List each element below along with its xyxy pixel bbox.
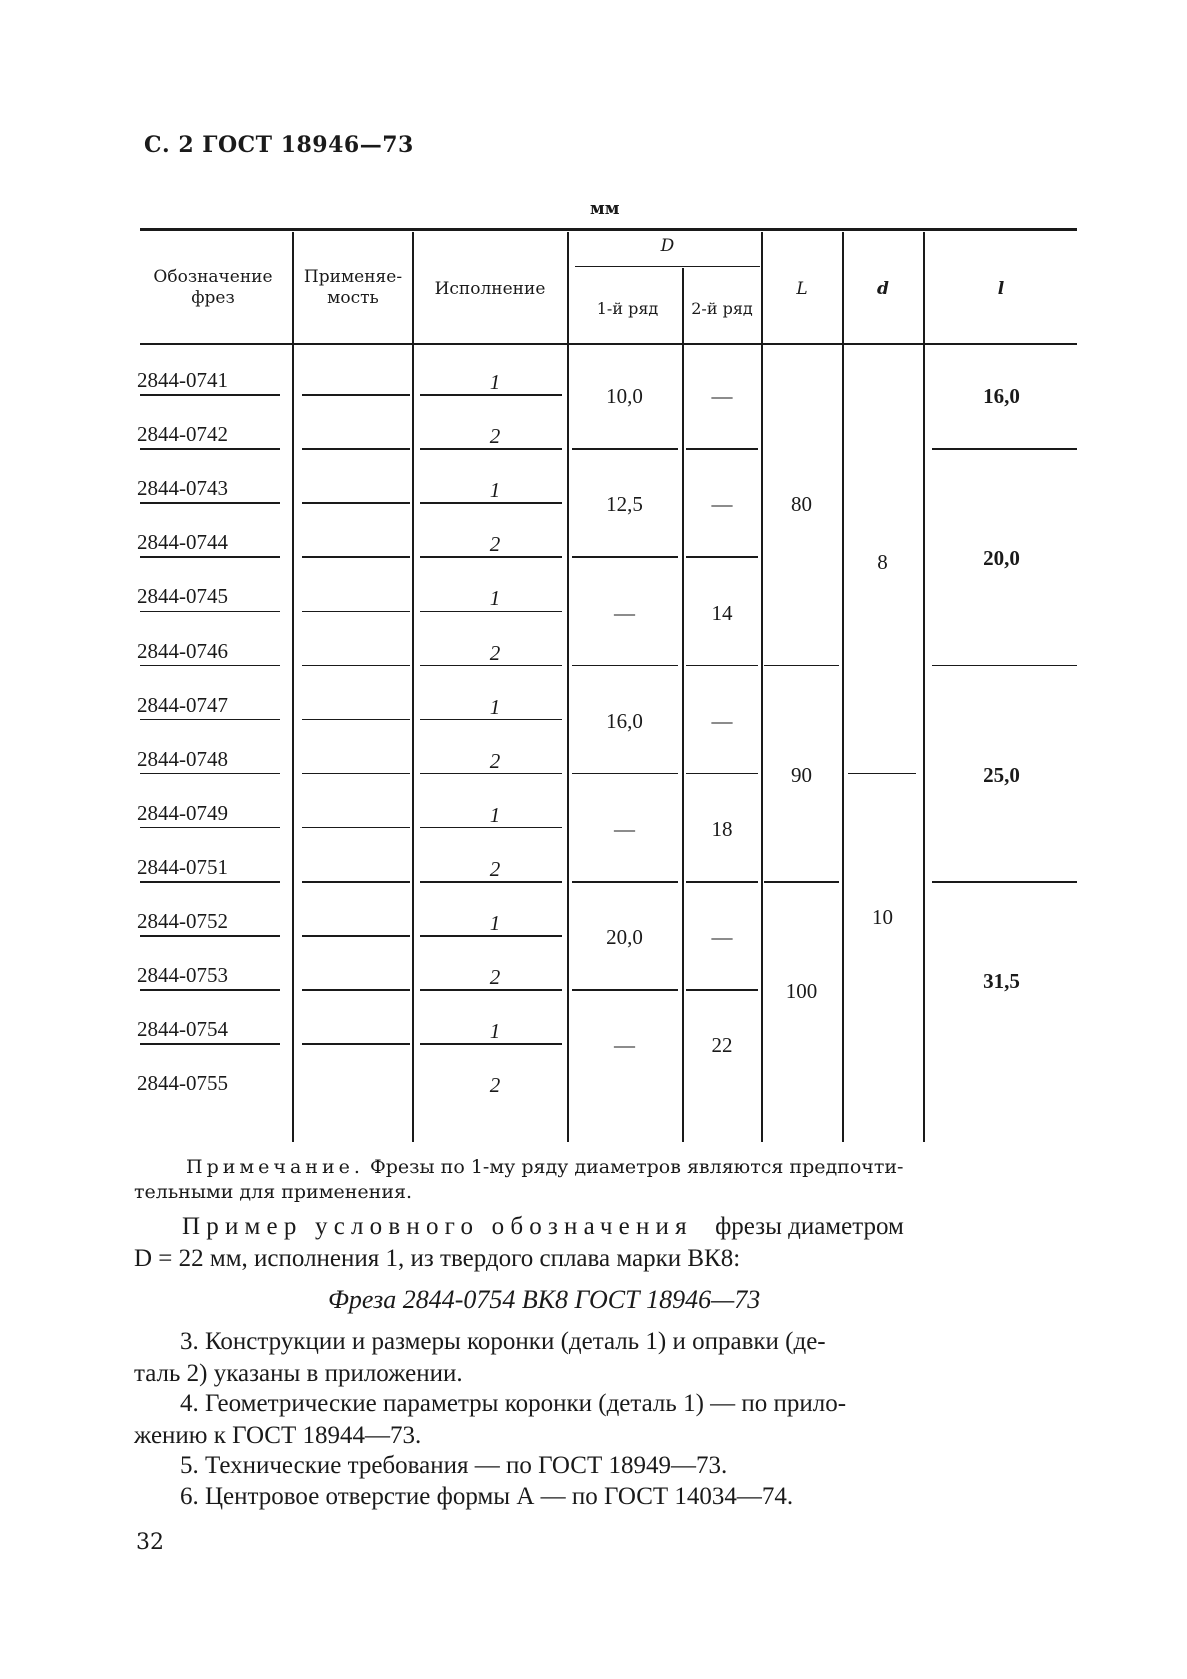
D-group-rule (572, 881, 678, 883)
row-rule-designation (140, 1043, 280, 1045)
D-group-rule (686, 448, 758, 450)
row-rule-designation (140, 556, 280, 558)
row-designation: 2844-0751 (137, 854, 228, 879)
row-rule-applicability (302, 502, 410, 504)
row-designation: 2844-0744 (137, 530, 228, 555)
note-line1: Фрезы по 1-му ряду диаметров являются предпочти- (369, 1156, 904, 1178)
example-lead: Пример условного обозначения (182, 1213, 693, 1240)
row-execution: 2 (489, 424, 501, 449)
table-col-divider (412, 232, 414, 1142)
D1-value: 12,5 (606, 492, 643, 517)
D2-value: — (711, 384, 733, 409)
row-rule-applicability (302, 827, 410, 829)
row-designation: 2844-0747 (137, 692, 228, 717)
item-6: 6. Центровое отверстие формы А — по ГОСТ 14034—74. (180, 1483, 794, 1510)
d-group-rule (848, 773, 916, 775)
col-header-D-row2: 2-й ряд (691, 299, 753, 318)
col-header-designation: Обозначение фрез (153, 267, 273, 308)
row-rule-designation (140, 773, 280, 775)
row-execution: 1 (489, 370, 501, 394)
unit-label: мм (590, 199, 620, 219)
row-rule-applicability (302, 394, 410, 396)
L-group-rule (764, 665, 839, 667)
table-col-divider (567, 232, 569, 1142)
row-rule-designation (140, 881, 280, 883)
row-rule-applicability (302, 881, 410, 883)
page-number: 32 (136, 1530, 164, 1555)
L-value: 90 (791, 762, 812, 787)
D-group-rule (686, 556, 758, 558)
example-line1 (182, 1213, 904, 1241)
row-rule-applicability (302, 773, 410, 775)
note (186, 1156, 903, 1178)
row-rule-designation (140, 448, 280, 450)
col-header-L: L (796, 279, 808, 299)
col-header-D: D (660, 236, 675, 256)
row-rule-applicability (302, 556, 410, 558)
D-group-rule (572, 989, 678, 991)
row-execution: 1 (489, 802, 501, 827)
example-designation: Фреза 2844-0754 ВК8 ГОСТ 18946—73 (328, 1285, 761, 1314)
page-header: С. 2 ГОСТ 18946—73 (144, 132, 414, 158)
L-value: 80 (791, 492, 812, 517)
row-rule-designation (140, 989, 280, 991)
row-rule-applicability (302, 448, 410, 450)
L-value: 100 (785, 979, 818, 1004)
table-col-divider (923, 232, 925, 1142)
D2-value: — (711, 925, 733, 950)
row-designation: 2844-0741 (137, 368, 228, 392)
row-rule-designation (140, 611, 280, 613)
table-col-divider (761, 232, 763, 1142)
d-value: 10 (872, 905, 893, 930)
row-execution: 1 (489, 1019, 501, 1044)
row-execution: 2 (489, 856, 501, 881)
D-group-rule (686, 881, 758, 883)
row-execution: 1 (489, 694, 501, 719)
row-rule-applicability (302, 719, 410, 721)
D-group-rule (686, 665, 758, 667)
row-designation: 2844-0745 (137, 584, 228, 609)
row-rule-applicability (302, 989, 410, 991)
example-line2: D = 22 мм, исполнения 1, из твердого сплава марки ВК8: (134, 1245, 741, 1272)
col-header-d: d (877, 279, 889, 299)
row-designation: 2844-0754 (137, 1017, 228, 1042)
row-rule-designation (140, 665, 280, 667)
table-col-divider (292, 232, 294, 1142)
D1-value: — (614, 1033, 635, 1058)
l-value: 31,5 (983, 969, 1020, 994)
l-group-rule (932, 881, 1077, 883)
D1-value: — (614, 816, 635, 841)
l-group-rule (932, 448, 1077, 450)
table-col-divider (682, 268, 684, 1142)
D-group-rule (572, 665, 678, 667)
D-group-rule (572, 448, 678, 450)
col-header-execution: Исполнение (434, 279, 546, 299)
D2-value: — (711, 492, 733, 517)
D1-value: 20,0 (606, 925, 643, 950)
D-group-rule (572, 556, 678, 558)
example-line1-rest: фрезы диаметром (715, 1213, 904, 1240)
col-header-l: l (997, 279, 1005, 299)
l-group-rule (932, 665, 1077, 667)
D2-value: 18 (711, 816, 733, 841)
table-col-divider (842, 232, 844, 1142)
D2-value: 14 (711, 600, 733, 625)
row-execution: 2 (489, 532, 501, 557)
row-rule-designation (140, 719, 280, 721)
row-designation: 2844-0748 (137, 746, 228, 771)
row-designation: 2844-0749 (137, 800, 228, 825)
note-label: Примечание. (186, 1156, 364, 1178)
l-value: 16,0 (983, 384, 1020, 409)
row-rule-applicability (302, 1043, 410, 1045)
row-designation: 2844-0742 (137, 422, 228, 447)
row-execution: 2 (489, 640, 501, 665)
table-header-rule (140, 343, 1077, 345)
item-3-line1: 3. Конструкции и размеры коронки (деталь 1) и оправки (де- (180, 1328, 826, 1355)
D1-value: 16,0 (606, 708, 643, 733)
row-execution: 2 (489, 748, 501, 773)
row-rule-designation (140, 935, 280, 937)
D-group-rule (686, 773, 758, 775)
item-5: 5. Технические требования — по ГОСТ 18949—73. (180, 1452, 728, 1479)
D1-value: 10,0 (606, 384, 643, 409)
row-rule-applicability (302, 665, 410, 667)
col-header-applicability: Применяе-мость (303, 267, 403, 308)
D1-value: — (614, 600, 635, 625)
item-4-line2: жению к ГОСТ 18944—73. (134, 1422, 422, 1449)
row-designation: 2844-0753 (137, 963, 228, 988)
D-group-rule (572, 773, 678, 775)
table-top-rule (140, 228, 1077, 231)
row-rule-designation (140, 827, 280, 829)
col-header-D-row1: 1-й ряд (596, 299, 659, 318)
l-value: 20,0 (983, 546, 1020, 571)
row-designation: 2844-0752 (137, 909, 228, 933)
row-execution: 1 (489, 478, 501, 503)
L-group-rule (764, 881, 839, 883)
row-rule-applicability (302, 935, 410, 937)
row-execution: 2 (489, 1073, 501, 1098)
l-value: 25,0 (983, 762, 1020, 787)
D-subheader-rule (575, 266, 760, 267)
row-designation: 2844-0743 (137, 476, 228, 501)
row-rule-applicability (302, 611, 410, 613)
D2-value: — (711, 708, 733, 733)
row-execution: 1 (489, 911, 501, 935)
note-line2: тельными для применения. (134, 1181, 413, 1203)
row-rule-designation (140, 502, 280, 504)
item-3-line2: таль 2) указаны в приложении. (134, 1360, 463, 1387)
row-execution: 1 (489, 586, 501, 611)
d-value: 8 (877, 550, 888, 575)
row-designation: 2844-0746 (137, 638, 228, 663)
row-rule-designation (140, 394, 280, 396)
D2-value: 22 (711, 1033, 733, 1058)
D-group-rule (686, 989, 758, 991)
item-4-line1: 4. Геометрические параметры коронки (деталь 1) — по прило- (180, 1390, 847, 1417)
row-designation: 2844-0755 (137, 1071, 228, 1096)
row-execution: 2 (489, 965, 501, 990)
